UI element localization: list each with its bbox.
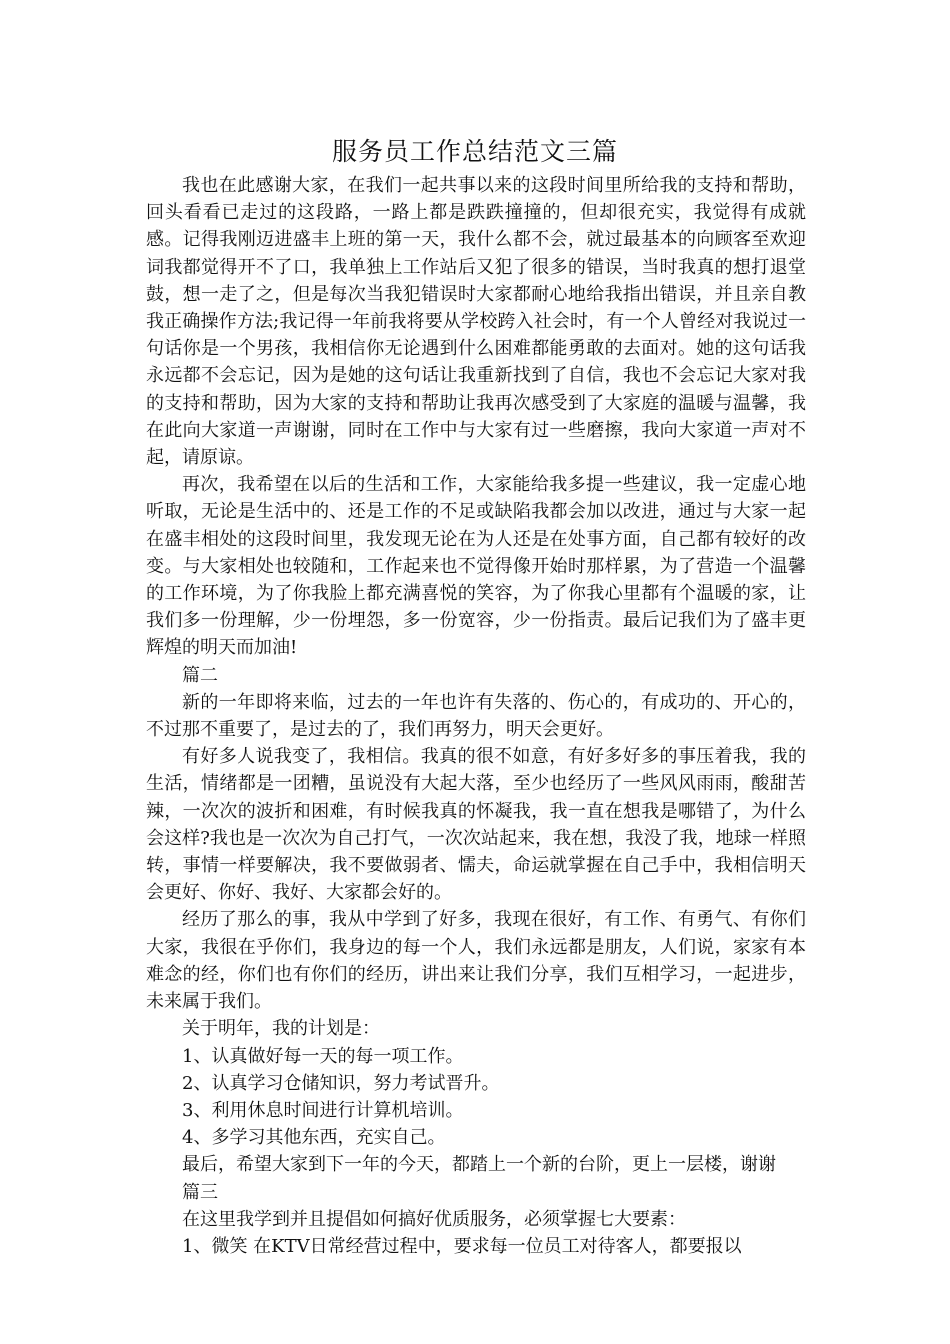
document-title: 服务员工作总结范文三篇 — [331, 137, 618, 166]
paragraph-smile: 1、微笑 在KTV日常经营过程中，要求每一位员工对待客人，都要报以 — [182, 1235, 742, 1257]
section-heading-part-three: 篇三 — [182, 1181, 218, 1203]
plan-item-3: 3、利用休息时间进行计算机培训。 — [182, 1099, 464, 1121]
paragraph-closing: 最后，希望大家到下一年的今天，都踏上一个新的台阶，更上一层楼，谢谢 — [182, 1154, 776, 1176]
paragraph-experience: 经历了那么的事，我从中学到了好多，我现在很好，有工作、有勇气、有你们大家，我很在乎你们，我身边的每一个人，我们永远都是朋友，人们说，家家有本难念的经，你们也有你们的经历，讲出来让我们分享，我们互相学习，一起进步，未来属于我们。 — [146, 909, 806, 1013]
paragraph-hopes: 再次，我希望在以后的生活和工作，大家能给我多提一些建议，我一定虚心地听取，无论是生活中的、还是工作的不足或缺陷我都会加以改进，通过与大家一起在盛丰相处的这段时间里，我发现无论在为人还是在处事方面，自己都有较好的改变。与大家相处也较随和，工作起来也不觉得像开始时那样累，为了营造一个温馨的工作环境，为了你我脸上都充满喜悦的笑容，为了你我心里都有个温暖的家，让我们多一份理解，少一份埋怨，多一份宽容，少一份指责。最后记我们为了盛丰更辉煌的明天而加油! — [146, 474, 806, 659]
plan-item-1: 1、认真做好每一天的每一项工作。 — [182, 1045, 464, 1067]
plan-item-2: 2、认真学习仓储知识，努力考试晋升。 — [182, 1072, 500, 1094]
document-body — [146, 172, 806, 1260]
paragraph-service-intro: 在这里我学到并且提倡如何搞好优质服务，必须掌握七大要素： — [182, 1208, 686, 1230]
paragraph-plan-intro: 关于明年，我的计划是： — [182, 1018, 380, 1040]
paragraph-changes: 有好多人说我变了，我相信。我真的很不如意，有好多好多的事压着我，我的生活，情绪都是一团糟，虽说没有大起大落，至少也经历了一些风风雨雨，酸甜苦辣，一次次的波折和困难，有时候我真的怀凝我，我一直在想我是哪错了，为什么会这样?我也是一次次为自己打气，一次次站起来，我在想，我没了我，地球一样照转，事情一样要解决，我不要做弱者、懦夫，命运就掌握在自己手中，我相信明天会更好、你好、我好、大家都会好的。 — [146, 746, 806, 904]
plan-item-4: 4、多学习其他东西，充实自己。 — [182, 1127, 446, 1149]
section-heading-part-two: 篇二 — [182, 664, 218, 686]
paragraph-thanks: 我也在此感谢大家，在我们一起共事以来的这段时间里所给我的支持和帮助，回头看看已走过的这段路，一路上都是跌跌撞撞的，但却很充实，我觉得有成就感。记得我刚迈进盛丰上班的第一天，我什么都不会，就过最基本的向顾客至欢迎词我都觉得开不了口，我单独上工作站后又犯了很多的错误，当时我真的想打退堂鼓，想一走了之，但是每次当我犯错误时大家都耐心地给我指出错误，并且亲自教我正确操作方法;我记得一年前我将要从学校跨入社会时，有一个人曾经对我说过一句话你是一个男孩，我相信你无论遇到什么困难都能勇敢的去面对。她的这句话我永远都不会忘记，因为是她的这句话让我重新找到了自信，我也不会忘记大家对我的支持和帮助，因为大家的支持和帮助让我再次感受到了大家庭的温暖与温馨，我在此向大家道一声谢谢，同时在工作中与大家有过一些磨擦，我向大家道一声对不起，请原谅。 — [146, 175, 806, 469]
paragraph-new-year: 新的一年即将来临，过去的一年也许有失落的、伤心的，有成功的、开心的，不过那不重要了，是过去的了，我们再努力，明天会更好。 — [146, 691, 806, 741]
